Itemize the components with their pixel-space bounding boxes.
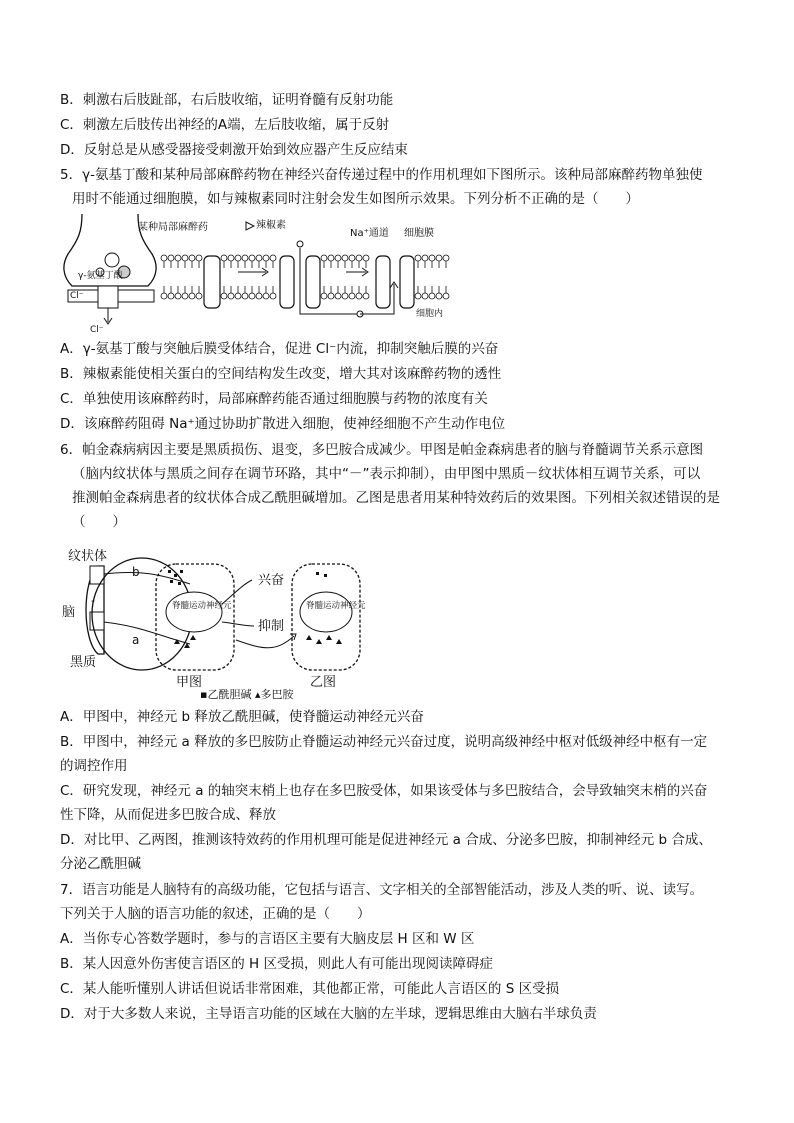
lipid-head [415, 255, 421, 261]
lipid-head [349, 293, 355, 299]
q6-option-d-line-1: D．对比甲、乙两图，推测该特效药的作用机理可能是促进神经元 a 合成、分泌多巴胺，抑制神经元 b 合成、 [60, 832, 712, 848]
gaba-label: γ-氨基丁酸 [78, 271, 123, 281]
lipid-head [422, 255, 428, 261]
substantia-label: 黑质 [70, 655, 97, 670]
anesthetic-label: 某种局部麻醉药 [138, 222, 208, 233]
q5-option-c: C．单独使用该麻醉药时，局部麻醉药能否通过细胞膜与药物的浓度有关 [60, 391, 488, 407]
inhibit-label: 抑制 [258, 619, 285, 634]
lipid-head [249, 293, 255, 299]
q6-option-c-line-2: 性下降，从而促进多巴胺合成、释放 [60, 807, 276, 823]
lipid-head [363, 293, 369, 299]
lipid-head [249, 255, 255, 261]
cl-label-1: Cl⁻ [70, 291, 84, 301]
q5-membrane-figure [60, 214, 460, 336]
lipid-head [335, 293, 341, 299]
lipid-head [161, 293, 167, 299]
q6-option-b-line-2: 的调控作用 [60, 758, 128, 774]
neuron2-label: 脊髓运动神经元 [306, 601, 366, 611]
lipid-head [270, 255, 276, 261]
q7-option-d: D．对于大多数人来说，主导语言功能的区域在大脑的左半球，逻辑思维由大脑右半球负责 [60, 1006, 597, 1022]
q7-option-c: C．某人能听懂别人讲话但说话非常困难，其他都正常，可能此人言语区的 S 区受损 [60, 981, 560, 997]
cl-label-2: Cl⁻ [90, 325, 104, 335]
lipid-head [342, 293, 348, 299]
neuron1-label: 脊髓运动神经元 [172, 601, 232, 611]
q4-option-c: C．刺激左后肢传出神经的A端，左后肢收缩，属于反射 [60, 117, 390, 133]
lipid-head [328, 255, 334, 261]
q6-option-a: A．甲图中，神经元 b 释放乙酰胆碱，使脊髓运动神经元兴奋 [60, 709, 424, 725]
lipid-head [235, 255, 241, 261]
lipid-head [182, 293, 188, 299]
lipid-head [196, 293, 202, 299]
q4-option-b: B．刺激右后肢趾部，右后肢收缩，证明脊髓有反射功能 [60, 92, 394, 108]
capsaicin-label: 辣椒素 [256, 220, 286, 231]
q6-stem-line-4: （ ） [72, 514, 126, 530]
q7-option-b: B．某人因意外伤害使言语区的 H 区受损，则此人有可能出现阅读障碍症 [60, 956, 493, 972]
q5-option-b: B．辣椒素能使相关蛋白的空间结构发生改变，增大其对该麻醉药物的透性 [60, 366, 502, 382]
lipid-head [363, 255, 369, 261]
lipid-head [161, 255, 167, 261]
lipid-head [356, 255, 362, 261]
lipid-head [443, 293, 449, 299]
q5-option-d: D．该麻醉药阻碍 Na⁺通过协助扩散进入细胞，使神经细胞不产生动作电位 [60, 416, 506, 432]
q5-option-a: A．γ-氨基丁酸与突触后膜受体结合，促进 Cl⁻内流，抑制突触后膜的兴奋 [60, 341, 499, 357]
lipid-head [256, 255, 262, 261]
lipid-head [242, 255, 248, 261]
legend-label: ▪乙酰胆碱 ▴多巴胺 [200, 688, 294, 700]
lipid-head [328, 293, 334, 299]
neuron-b-label: b [132, 565, 140, 579]
lipid-head [168, 255, 174, 261]
lipid-head [263, 293, 269, 299]
lipid-head [429, 293, 435, 299]
lipid-head [256, 293, 262, 299]
lipid-head [443, 255, 449, 261]
lipid-head [228, 255, 234, 261]
lipid-head [182, 255, 188, 261]
q6-parkinson-figure [60, 540, 380, 700]
q6-stem-line-1: 6．帕金森病病因主要是黑质损伤、退变，多巴胺合成减少。甲图是帕金森病患者的脑与脊髓调节关系示意图 [60, 442, 704, 458]
lipid-head [175, 255, 181, 261]
fig-jia-label: 甲图 [176, 675, 203, 690]
lipid-head [321, 255, 327, 261]
q6-option-c-line-1: C．研究发现，神经元 a 的轴突末梢上也存在多巴胺受体，如果该受体与多巴胺结合，会导致轴突末梢的兴奋 [60, 783, 708, 799]
lipid-head [321, 293, 327, 299]
lipid-head [189, 293, 195, 299]
lipid-head [270, 293, 276, 299]
lipid-head [175, 293, 181, 299]
lipid-head [349, 255, 355, 261]
lipid-head [342, 255, 348, 261]
q6-stem-line-2: （脑内纹状体与黑质之间存在调节环路，其中“－”表示抑制），由甲图中黑质－纹状体相互调节关系，可以 [72, 466, 701, 482]
striatum-label: 纹状体 [68, 549, 108, 564]
q4-option-d: D．反射总是从感受器接受刺激开始到效应器产生反应结束 [60, 142, 408, 158]
lipid-head [263, 255, 269, 261]
na-channel-label: Na⁺通道 [350, 228, 389, 239]
fig-yi-label: 乙图 [310, 675, 337, 690]
lipid-head [422, 293, 428, 299]
inside-label: 细胞内 [416, 309, 444, 319]
q5-stem-line-1: 5．γ-氨基丁酸和某种局部麻醉药物在神经兴奋传递过程中的作用机理如下图所示。该种局部麻醉药物单独使 [60, 167, 703, 183]
brain-label: 脑 [62, 605, 76, 620]
q7-stem-line-1: 7．语言功能是人脑特有的高级功能，它包括与语言、文字相关的全部智能活动，涉及人类的听、说、读写。 [60, 882, 704, 898]
q6-stem-line-3: 推测帕金森病患者的纹状体合成乙酰胆碱增加。乙图是患者用某种特效药后的效果图。下列相关叙述错误的是 [72, 490, 720, 506]
neuron-a-label: a [132, 633, 140, 647]
lipid-head [415, 293, 421, 299]
lipid-head [436, 255, 442, 261]
q6-option-d-line-2: 分泌乙酰胆碱 [60, 856, 141, 872]
lipid-head [429, 255, 435, 261]
excite-label: 兴奋 [258, 573, 285, 588]
lipid-head [189, 255, 195, 261]
lipid-head [235, 293, 241, 299]
lipid-head [436, 293, 442, 299]
q7-option-a: A．当你专心答数学题时，参与的言语区主要有大脑皮层 H 区和 W 区 [60, 931, 475, 947]
lipid-head [221, 255, 227, 261]
lipid-head [196, 255, 202, 261]
minus-label: - [91, 594, 95, 607]
lipid-head [228, 293, 234, 299]
membrane-label: 细胞膜 [404, 228, 434, 239]
lipid-head [335, 255, 341, 261]
q7-stem-line-2: 下列关于人脑的语言功能的叙述，正确的是（ ） [60, 906, 371, 922]
q5-stem-line-2: 用时不能通过细胞膜，如与辣椒素同时注射会发生如图所示效果。下列分析不正确的是（ ） [72, 191, 639, 207]
lipid-head [242, 293, 248, 299]
q6-option-b-line-1: B．甲图中，神经元 a 释放的多巴胺防止脊髓运动神经元兴奋过度，说明高级神经中枢对低级神经中枢有一定 [60, 734, 708, 750]
lipid-head [221, 293, 227, 299]
lipid-head [356, 293, 362, 299]
lipid-head [168, 293, 174, 299]
